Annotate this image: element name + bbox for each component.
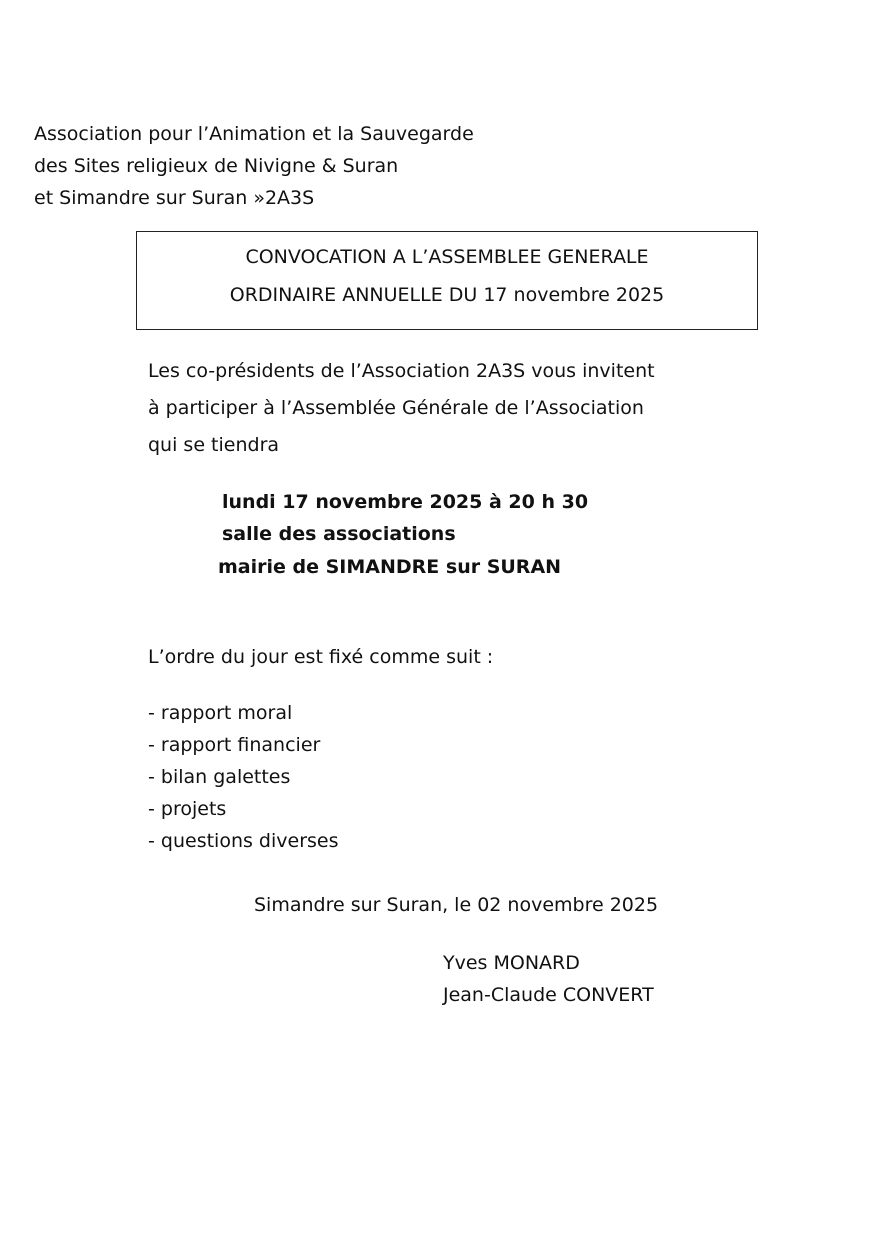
title-box [136, 231, 758, 330]
agenda-item: - rapport financier [148, 734, 321, 756]
signatory-name: Jean-Claude CONVERT [443, 984, 654, 1006]
intro-line-1: Les co-présidents de l’Association 2A3S vous invitent [148, 360, 655, 382]
agenda-item: - rapport moral [148, 702, 293, 724]
agenda-item: - questions diverses [148, 830, 339, 852]
intro-line-3: qui se tiendra [148, 434, 280, 456]
association-name-line-2: des Sites religieux de Nivigne & Suran [34, 155, 399, 177]
agenda-item: - projets [148, 798, 227, 820]
title-line-1: CONVOCATION A L’ASSEMBLEE GENERALE [245, 246, 649, 268]
title-line-2: ORDINAIRE ANNUELLE DU 17 novembre 2025 [229, 284, 665, 306]
association-name-line-1: Association pour l’Animation et la Sauvegarde [34, 123, 474, 145]
meeting-place: mairie de SIMANDRE sur SURAN [218, 556, 562, 578]
meeting-date: lundi 17 novembre 2025 à 20 h 30 [222, 491, 589, 513]
dateline: Simandre sur Suran, le 02 novembre 2025 [254, 894, 659, 916]
agenda-item: - bilan galettes [148, 766, 291, 788]
association-name-line-3: et Simandre sur Suran »2A3S [34, 187, 315, 209]
intro-line-2: à participer à l’Assemblée Générale de l’Association [148, 397, 644, 419]
agenda-intro: L’ordre du jour est fixé comme suit : [148, 646, 494, 668]
signatory-name: Yves MONARD [443, 952, 580, 974]
meeting-room: salle des associations [222, 523, 456, 545]
